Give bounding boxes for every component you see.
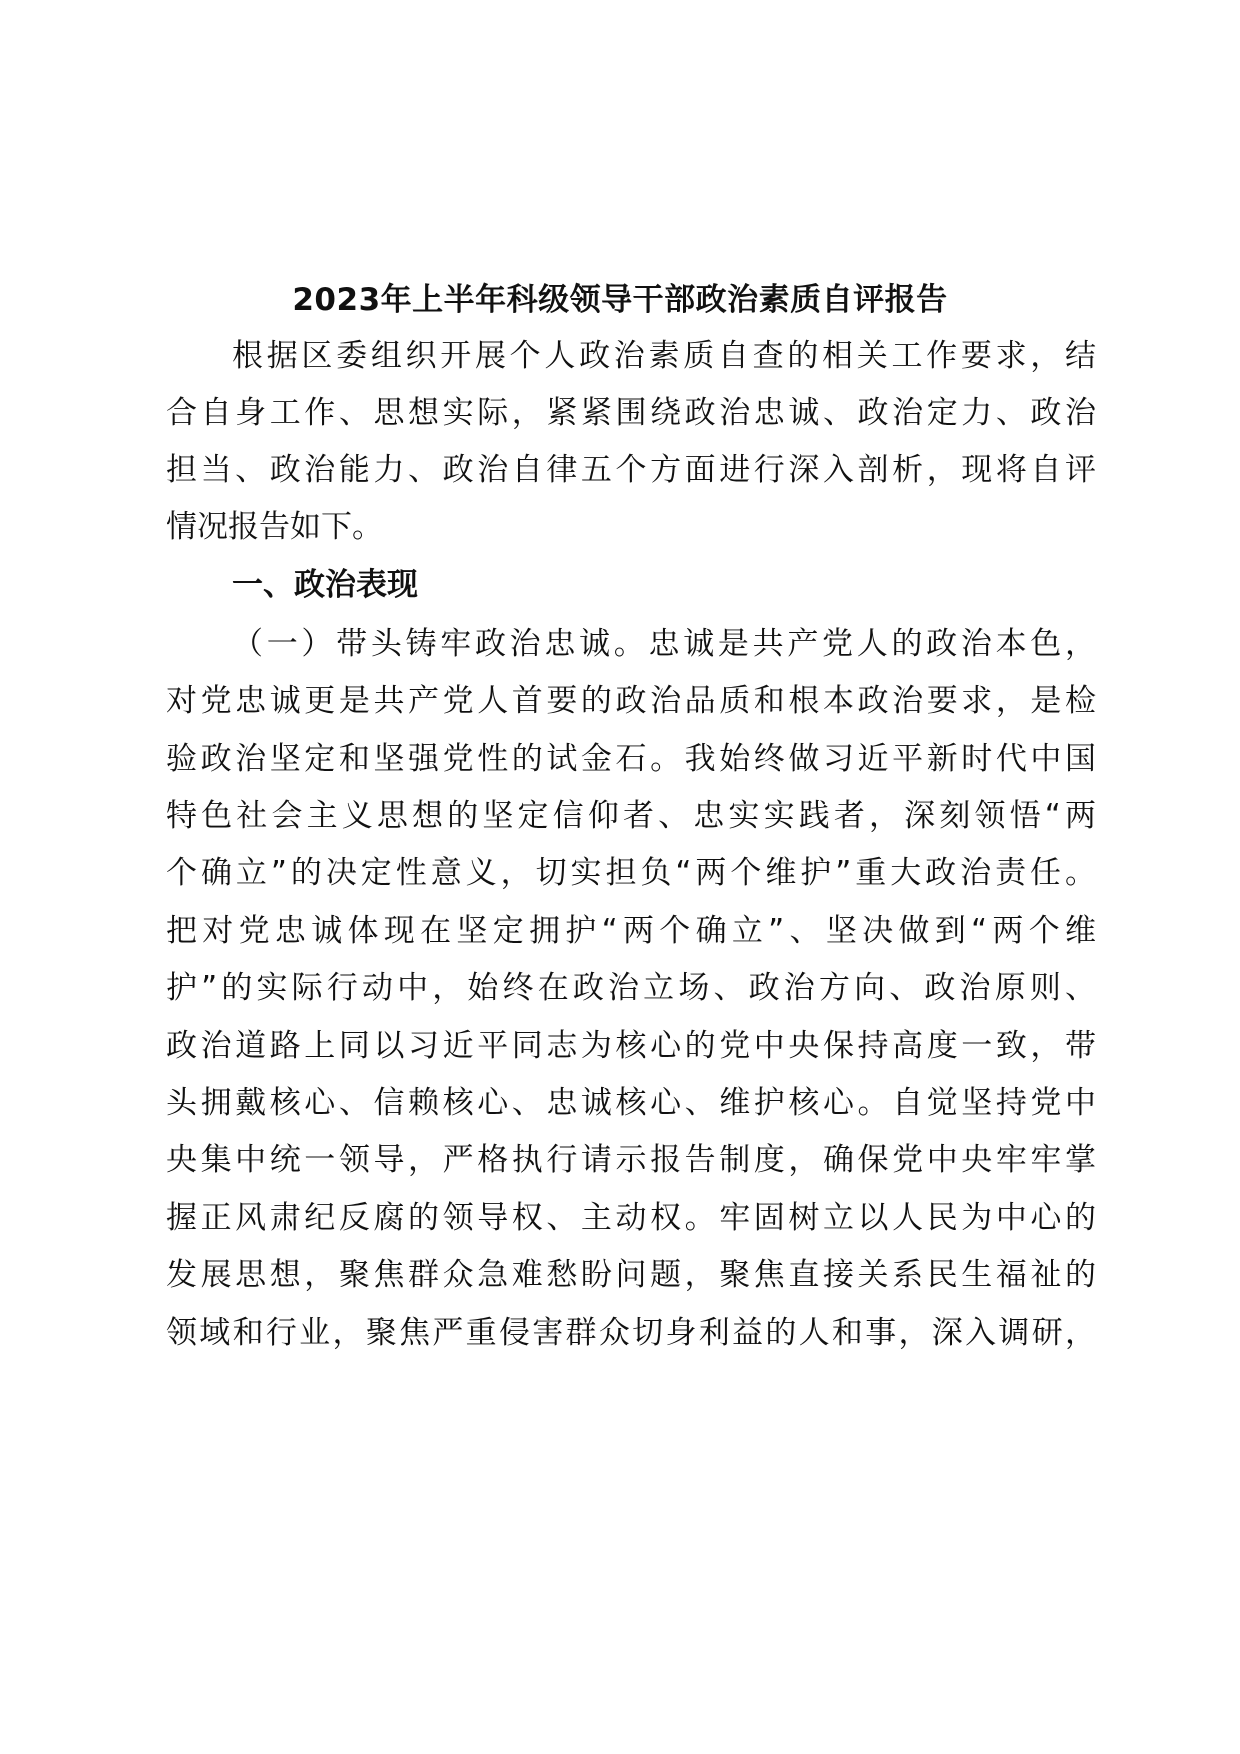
body-line-9: 头拥戴核心、信赖核心、忠诚核心、维护核心。自觉坚持党中 — [166, 1085, 1096, 1121]
body-line-11: 握正风肃纪反腐的领导权、主动权。牢固树立以人民为中心的 — [166, 1200, 1096, 1236]
section-heading: 一、政治表现 — [232, 567, 418, 603]
body-line-6: 把对党忠诚体现在坚定拥护“两个确立”、坚决做到“两个维 — [166, 913, 1096, 949]
body-line-13: 领域和行业，聚焦严重侵害群众切身利益的人和事，深入调研， — [166, 1315, 1096, 1351]
body-line-12: 发展思想，聚焦群众急难愁盼问题，聚焦直接关系民生福祉的 — [166, 1257, 1096, 1293]
body-line-1: （一）带头铸牢政治忠诚。忠诚是共产党人的政治本色， — [232, 626, 1096, 662]
intro-line-3: 担当、政治能力、政治自律五个方面进行深入剖析，现将自评 — [166, 452, 1096, 488]
document-title: 2023年上半年科级领导干部政治素质自评报告 — [292, 282, 948, 318]
body-line-7: 护”的实际行动中，始终在政治立场、政治方向、政治原则、 — [166, 970, 1096, 1006]
body-line-5: 个确立”的决定性意义，切实担负“两个维护”重大政治责任。 — [166, 855, 1096, 891]
intro-line-4: 情况报告如下。 — [166, 509, 383, 545]
intro-line-2: 合自身工作、思想实际，紧紧围绕政治忠诚、政治定力、政治 — [166, 395, 1096, 431]
body-line-10: 央集中统一领导，严格执行请示报告制度，确保党中央牢牢掌 — [166, 1142, 1096, 1178]
body-line-4: 特色社会主义思想的坚定信仰者、忠实实践者，深刻领悟“两 — [166, 798, 1096, 834]
body-line-2: 对党忠诚更是共产党人首要的政治品质和根本政治要求，是检 — [166, 683, 1096, 719]
intro-line-1: 根据区委组织开展个人政治素质自查的相关工作要求，结 — [232, 338, 1096, 374]
body-line-8: 政治道路上同以习近平同志为核心的党中央保持高度一致，带 — [166, 1028, 1096, 1064]
body-line-3: 验政治坚定和坚强党性的试金石。我始终做习近平新时代中国 — [166, 741, 1096, 777]
